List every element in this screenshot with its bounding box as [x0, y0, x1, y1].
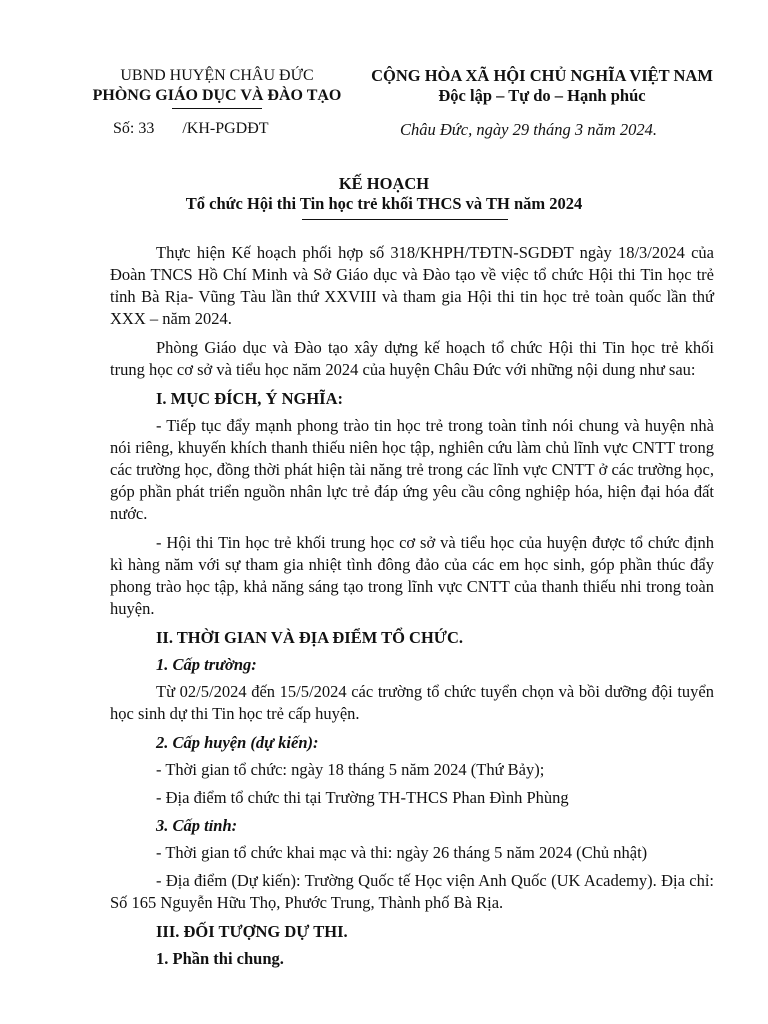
country-name: CỘNG HÒA XÃ HỘI CHỦ NGHĨA VIỆT NAM: [371, 66, 713, 85]
district-place: - Địa điểm tổ chức thi tại Trường TH-THCS Phan Đình Phùng: [156, 788, 569, 807]
document-subtitle: Tổ chức Hội thi Tin học trẻ khối THCS và TH năm 2024: [185, 194, 583, 213]
province-time: - Thời gian tổ chức khai mạc và thi: ngày 26 tháng 5 năm 2024 (Chủ nhật): [156, 843, 648, 862]
province-level-heading: 3. Cấp tỉnh:: [156, 816, 238, 835]
district-committee-name: UBND HUYỆN CHÂU ĐỨC: [120, 67, 314, 84]
school-level-paragraph: Từ 02/5/2024 đến 15/5/2024 các trường tổ chức tuyển chọn và bồi dưỡng đội tuyển học sinh dự thi Tin học trẻ cấp huyện.: [110, 682, 714, 723]
issuing-agency-block: [82, 66, 352, 106]
motto: Độc lập – Tự do – Hạnh phúc: [438, 86, 646, 105]
doc-no-value: 33: [138, 120, 155, 137]
section-1-paragraph-2: - Hội thi Tin học trẻ khối trung học cơ sở và tiểu học của huyện được tổ chức định kì hàng năm với sự tham gia nhiệt tình đông đảo của các em học sinh, góp phần thúc đẩy phong trào học tập, khả năng sáng tạo trong lĩnh vực CNTT của thanh thiếu nhi trong toàn huyện.: [110, 533, 714, 618]
document-number: [113, 120, 269, 138]
national-motto-block: [356, 66, 728, 106]
date-place: Châu Đức, ngày 29 tháng 3 năm 2024.: [400, 120, 657, 139]
section-2-heading: II. THỜI GIAN VÀ ĐỊA ĐIỂM TỔ CHỨC.: [156, 628, 463, 647]
department-name: PHÒNG GIÁO DỤC VÀ ĐÀO TẠO: [92, 87, 342, 104]
doc-no-label: Số:: [113, 120, 135, 137]
document-title: KẾ HOẠCH: [338, 174, 430, 193]
district-time: - Thời gian tổ chức: ngày 18 tháng 5 năm 2024 (Thứ Bảy);: [156, 760, 545, 779]
district-level-heading: 2. Cấp huyện (dự kiến):: [156, 733, 319, 752]
intro-paragraph-2: Phòng Giáo dục và Đào tạo xây dựng kế hoạch tổ chức Hội thi Tin học trẻ khối trung học cơ sở và tiểu học năm 2024 của huyện Châu Đức với những nội dung như sau:: [110, 338, 714, 379]
intro-paragraph-1: Thực hiện Kế hoạch phối hợp số 318/KHPH/TĐTN-SGDĐT ngày 18/3/2024 của Đoàn TNCS Hồ Chí Minh và Sở Giáo dục và Đào tạo về việc tổ chức Hội thi Tin học trẻ tỉnh Bà Rịa- Vũng Tàu lần thứ XXVIII và tham gia Hội thi tin học trẻ toàn quốc lần thứ XXX – năm 2024.: [110, 243, 714, 328]
doc-no-suffix: /KH-PGDĐT: [182, 120, 269, 137]
section-3-sub-1: 1. Phần thi chung.: [156, 949, 284, 968]
document-body: [110, 242, 714, 975]
school-level-heading: 1. Cấp trường:: [156, 655, 257, 674]
section-3-heading: III. ĐỐI TƯỢNG DỰ THI.: [156, 922, 348, 941]
section-1-heading: I. MỤC ĐÍCH, Ý NGHĨA:: [156, 389, 343, 408]
agency-underline: [172, 108, 262, 109]
section-1-paragraph-1: - Tiếp tục đẩy mạnh phong trào tin học trẻ trong toàn tỉnh nói chung và huyện nhà nói riêng, khuyến khích thanh thiếu niên học tập, nghiên cứu làm chủ lĩnh vực CNTT trong các trường học, đồng thời phát hiện tài năng trẻ trong các lĩnh vực CNTT ở các trường học, góp phần phát triển nguồn nhân lực trẻ đáp ứng yêu cầu công nghiệp hóa, hiện đại hóa đất nước.: [110, 416, 714, 523]
province-place: - Địa điểm (Dự kiến): Trường Quốc tế Học viện Anh Quốc (UK Academy). Địa chỉ: Số 165 Nguyễn Hữu Thọ, Phước Trung, Thành phố Bà Rịa.: [110, 871, 714, 912]
title-underline: [302, 219, 508, 220]
